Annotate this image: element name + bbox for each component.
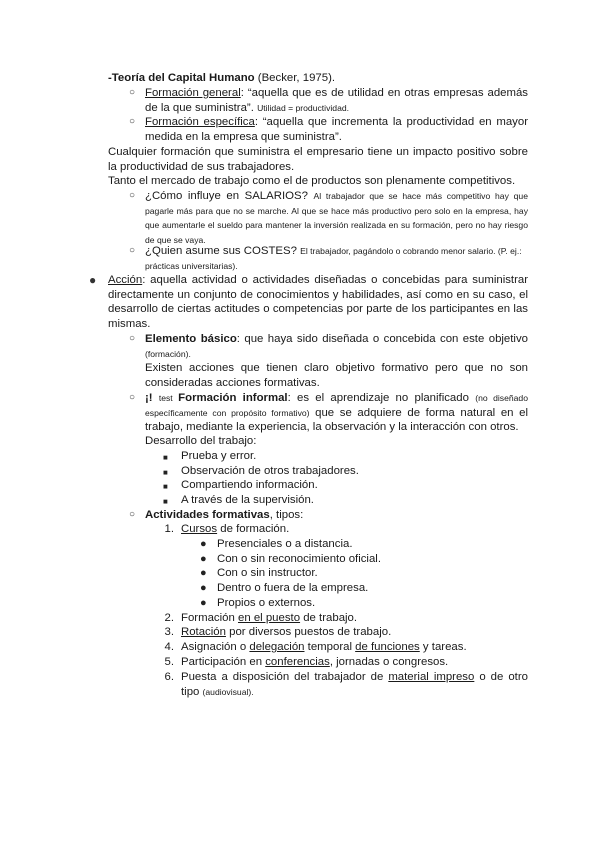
costs-answer: El trabajador, pagándolo o cobrando menor salario. (P. ej.: prácticas universitarias). [145,246,522,271]
elemento-text: : que haya sido diseñada o concebida con este objetivo [236,333,528,345]
disc-bullet-icon: ● [89,273,97,287]
informal-text1: : es el aprendizaje no planificado [287,392,476,404]
circle-bullet-icon: ○ [129,392,136,403]
activity-small: (audiovisual). [202,686,254,697]
actividades-tail: , tipos: [269,509,304,521]
activity-text: y tareas. [419,641,467,653]
activity-underlined: en el puesto [237,612,301,624]
accion-text: : aquella actividad o actividades diseñadas o concebidas para suministrar directamente un conjunto de conocimientos y habilidades, así como en su caso, el desarrollo de ciertas actitudes o competencias por parte de los participantes en las mismas. [108,274,528,330]
disc-bullet-icon: ● [200,538,207,550]
square-bullet-icon: ■ [163,482,168,491]
general-text: : “aquella que es de utilidad en otras empresas además de la que suministra”. [145,87,529,114]
informal-training-item [145,391,528,435]
elemento-basico-item [145,332,528,361]
paragraph-markets: Tanto el mercado de trabajo como el de productos son plenamente competitivos. [108,175,516,187]
list-item: Con o sin instructor. [217,567,318,579]
actividades-heading [145,508,303,523]
circle-bullet-icon: ○ [129,333,136,344]
square-bullet-icon: ■ [163,453,168,462]
costs-question: ¿Quien asume sus COSTES? [145,245,301,257]
specific-term: Formación específica [145,116,255,128]
disc-bullet-icon: ● [200,582,207,594]
general-training-item [145,86,528,115]
elemento-small: (formación). [145,348,191,359]
list-item: Prueba y error. [181,450,257,462]
circle-bullet-icon: ○ [129,87,136,98]
square-bullet-icon: ■ [163,497,168,506]
activity-item-6 [181,670,528,699]
theory-heading [108,71,528,86]
activity-text: , jornadas o congresos. [329,656,449,668]
disc-bullet-icon: ● [200,553,207,565]
list-item: A través de la supervisión. [181,494,314,506]
activity-text: Participación en [181,656,266,668]
activity-text: Formación [181,612,238,624]
accion-term: Acción [108,274,143,286]
circle-bullet-icon: ○ [129,509,136,520]
paragraph-impact: Cualquier formación que suministra el empresario tiene un impacto positivo sobre la productividad de sus trabajadores. [108,146,528,173]
salary-question: ¿Cómo influye en SALARIOS? [145,190,314,202]
activity-item-3 [181,625,391,640]
salary-question-item [145,189,528,247]
elemento-extra: Existen acciones que tienen claro objetivo formativo pero que no son consideradas acciones formativas. [145,362,528,389]
activity-item-2 [181,611,357,626]
circle-bullet-icon: ○ [129,190,136,201]
informal-mark: ¡! [145,392,159,404]
activity-underlined: de funciones [355,641,420,653]
list-item: Propios o externos. [217,597,316,609]
list-number: 5. [164,656,174,668]
list-number: 3. [164,626,174,638]
costs-question-item [145,244,532,273]
activity-underlined: conferencias [265,656,330,668]
activity-underlined: material impreso [388,671,475,683]
square-bullet-icon: ■ [163,468,168,477]
theory-author: (Becker, 1975). [254,72,336,84]
list-item: Compartiendo información. [181,479,318,491]
list-item: Con o sin reconocimiento oficial. [217,553,381,565]
activity-text: Puesta a disposición del trabajador de [181,671,389,683]
actividades-term: Actividades formativas [145,509,270,521]
general-term: Formación general [145,87,241,99]
elemento-term: Elemento básico [145,333,237,345]
activity-underlined: Rotación [181,626,226,638]
activity-item-4 [181,640,467,655]
activity-text: Asignación o [181,641,250,653]
informal-term: Formación informal [178,392,288,404]
list-number: 4. [164,641,174,653]
activity-text: de trabajo. [300,612,358,624]
activity-text: por diversos puestos de trabajo. [225,626,392,638]
list-number: 6. [164,671,174,683]
theory-title: -Teoría del Capital Humano [108,72,255,84]
cursos-term: Cursos [181,523,218,535]
activity-text: temporal [304,641,356,653]
list-item: Presenciales o a distancia. [217,538,353,550]
circle-bullet-icon: ○ [129,245,136,256]
general-small: Utilidad = productividad. [257,102,350,113]
circle-bullet-icon: ○ [129,116,136,127]
specific-training-item [145,115,528,144]
list-number: 1. [164,523,174,535]
informal-test: test [158,393,179,403]
activity-item-5 [181,655,448,670]
activity-underlined: delegación [249,641,305,653]
list-item: Observación de otros trabajadores. [181,465,359,477]
cursos-tail: de formación. [217,523,290,535]
disc-bullet-icon: ● [200,567,207,579]
desarrollo-label: Desarrollo del trabajo: [145,435,257,447]
list-item: Dentro o fuera de la empresa. [217,582,369,594]
specific-text: : “aquella que incrementa la productividad en mayor medida en la empresa que suministra”. [145,116,528,143]
activity-text: o de otro tipo [181,671,528,698]
informal-text2: que se adquiere de forma natural en el trabajo, mediante la experiencia, la observación y la interacción con otros. [145,406,528,434]
list-number: 2. [164,612,174,624]
informal-small: (no diseñado específicamente con propósito formativo) [145,393,528,418]
disc-bullet-icon: ● [200,597,207,609]
cursos-item [181,522,289,537]
accion-item [108,273,528,331]
salary-answer: Al trabajador que se hace más competitivo hay que pagarle más para que no se marche. Al que se hace más productivo pero solo en la empresa, hay que aumentarle el sueldo para mantener la inversión realizada en su formación, pero no hay riesgo de que se vaya. [145,191,528,245]
